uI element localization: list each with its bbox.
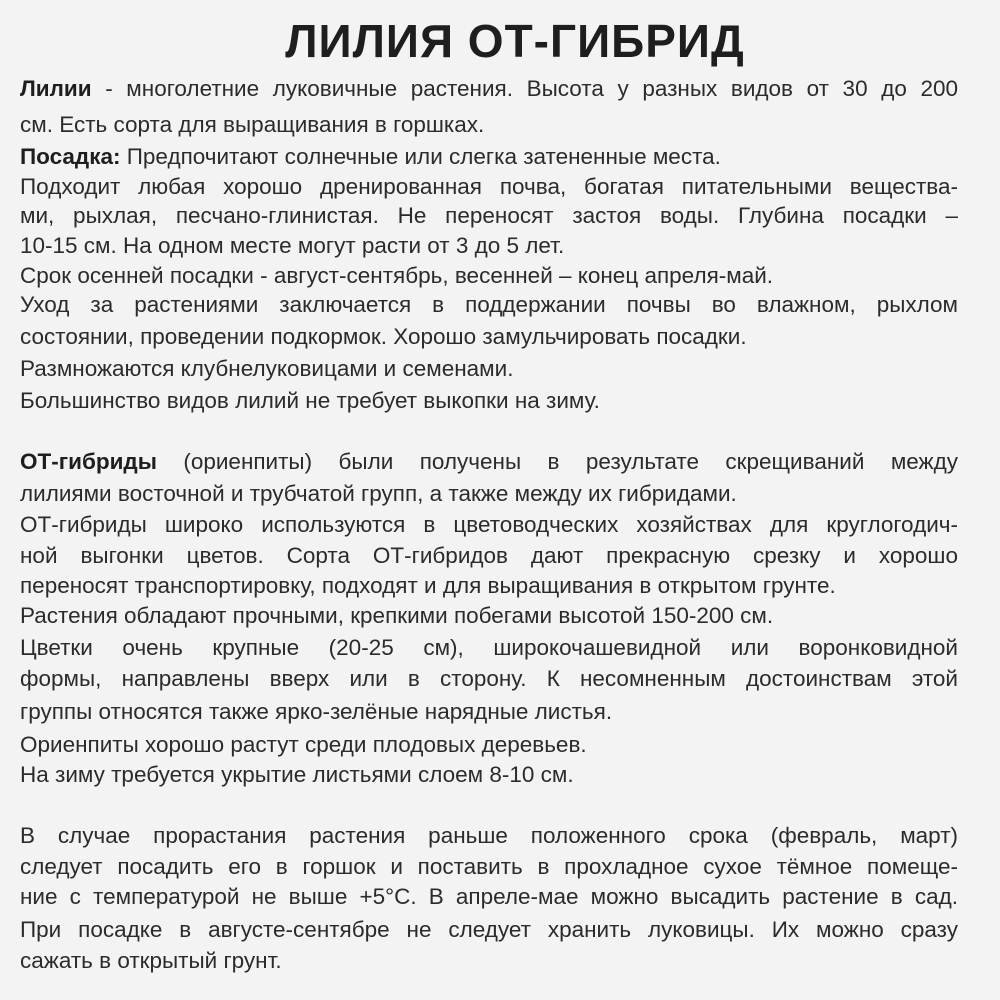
text-line: Уход за растениями заключается в поддержании почвы во влажном, рыхлом [20,292,958,317]
text-line: переносят транспортировку, подходят и для выращивания в открытом грунте. [20,573,836,598]
text-line: Срок осенней посадки - август-сентябрь, весенней – конец апреля-май. [20,263,774,288]
text-line: Ориенпиты хорошо растут среди плодовых деревьев. [20,732,587,757]
term-ot-hybrids: ОТ-гибриды [20,449,157,474]
text-line: На зиму требуется укрытие листьями слоем 8-10 см. [20,762,574,787]
text-line: лилиями восточной и трубчатой групп, а также между их гибридами. [20,481,737,506]
text-line: Посадка: Предпочитают солнечные или слегка затененные места. [20,144,721,169]
text-line: ние с температурой не выше +5°С. В апреле-мае можно высадить растение в сад. [20,884,958,909]
text-line: состоянии, проведении подкормок. Хорошо замульчировать посадки. [20,324,747,349]
text-line: группы относятся также ярко-зелёные нарядные листья. [20,699,613,724]
text-line: Растения обладают прочными, крепкими побегами высотой 150-200 см. [20,603,774,628]
text-line: Размножаются клубнелуковицами и семенами. [20,356,514,381]
text-line: ОТ-гибриды (ориенпиты) были получены в результате скрещиваний между [20,449,958,474]
text-line: ОТ-гибриды широко используются в цветоводческих хозяйствах для круглогодич- [20,512,958,537]
text-line: В случае прорастания растения раньше положенного срока (февраль, март) [20,823,958,848]
text-line: сажать в открытый грунт. [20,948,282,973]
text-line: Лилии - многолетние луковичные растения. Высота у разных видов от 30 до 200 [20,76,958,101]
text-line: Подходит любая хорошо дренированная почва, богатая питательными вещества- [20,174,958,199]
text-line: ной выгонки цветов. Сорта ОТ-гибридов дают прекрасную срезку и хорошо [20,543,958,568]
text-line: ми, рыхлая, песчано-глинистая. Не переносят застоя воды. Глубина посадки – [20,203,958,228]
text-line: Большинство видов лилий не требует выкопки на зиму. [20,388,600,413]
text-line: 10-15 см. На одном месте могут расти от 3 до 5 лет. [20,233,565,258]
text-line: см. Есть сорта для выращивания в горшках. [20,112,485,137]
term-planting: Посадка: [20,144,121,169]
term-lilies: Лилии [20,76,92,101]
page-title: ЛИЛИЯ ОТ-ГИБРИД [285,15,745,67]
text-line: При посадке в августе-сентябре не следует хранить луковицы. Их можно сразу [20,917,958,942]
text-line: формы, направлены вверх или в сторону. К несомненным достоинствам этой [20,666,958,691]
text-line: Цветки очень крупные (20-25 см), широкочашевидной или воронковидной [20,635,958,660]
text-line: следует посадить его в горшок и поставить в прохладное сухое тёмное помеще- [20,854,958,879]
